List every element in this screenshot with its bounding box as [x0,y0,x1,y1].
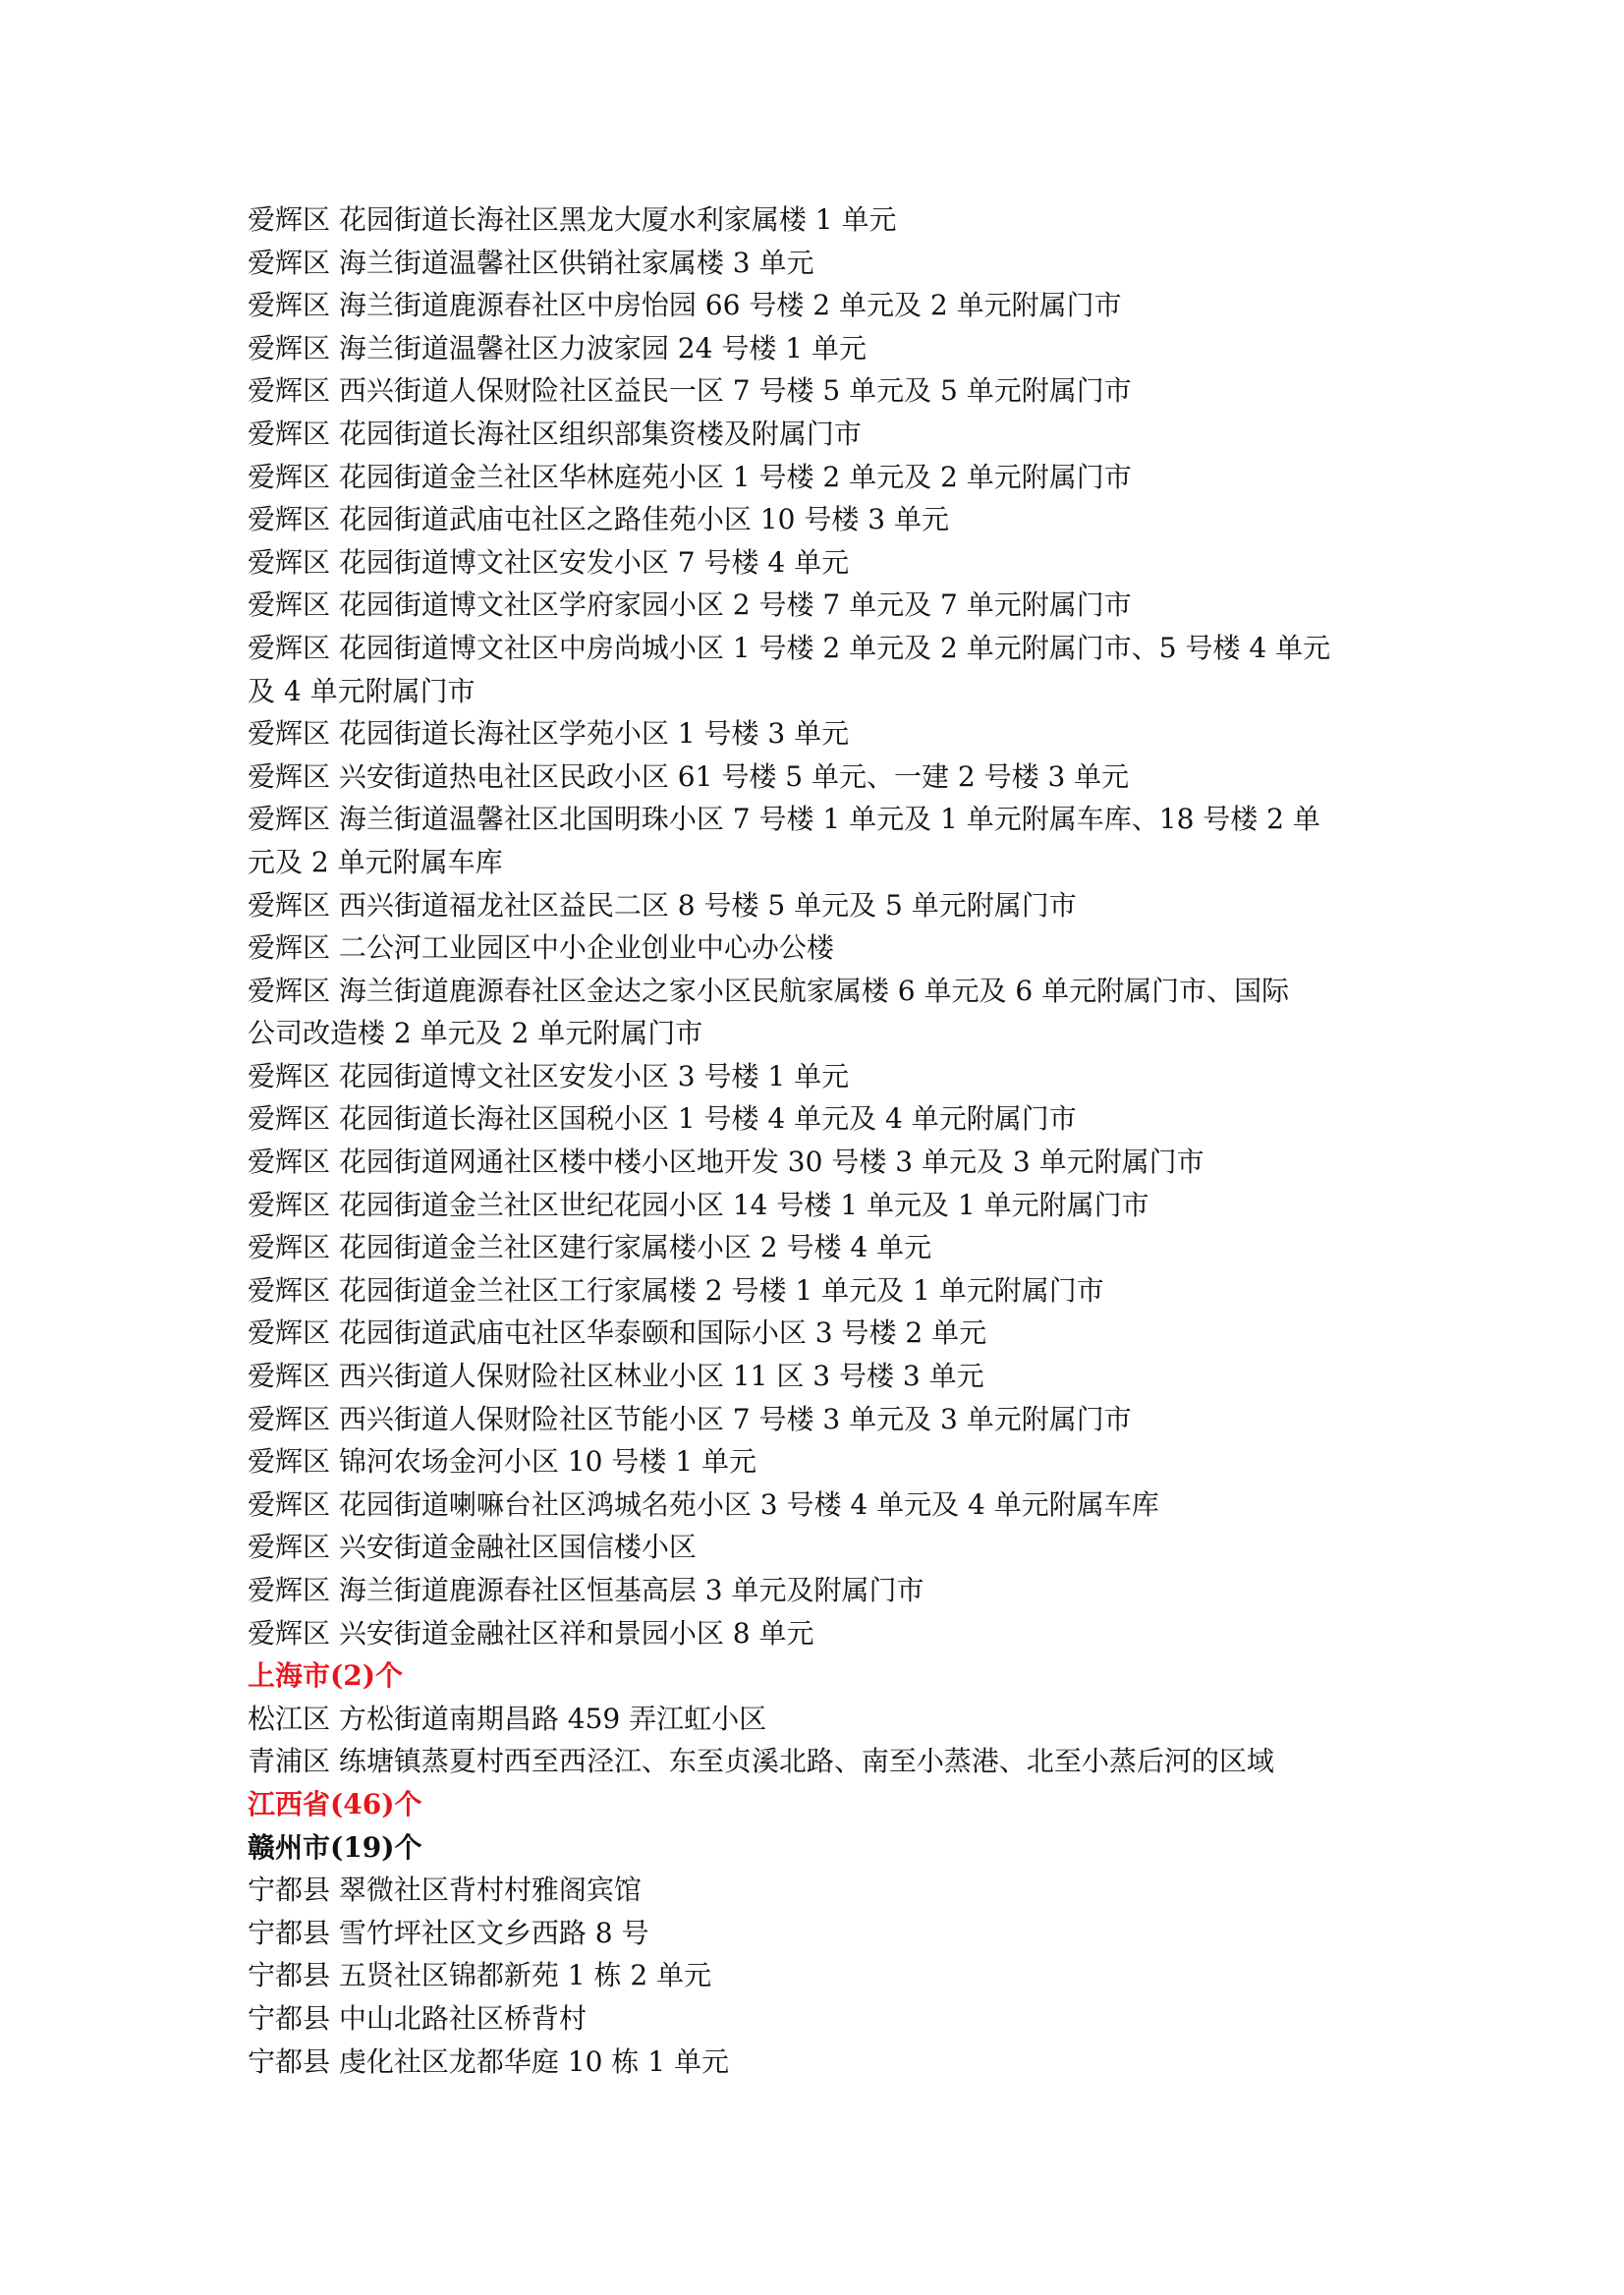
doc-line: 及 4 单元附属门市 [248,674,476,707]
doc-line: 爱辉区 花园街道金兰社区华林庭苑小区 1 号楼 2 单元及 2 单元附属门市 [248,460,1132,493]
doc-line: 爱辉区 海兰街道鹿源春社区中房怡园 66 号楼 2 单元及 2 单元附属门市 [248,289,1122,322]
doc-line: 爱辉区 海兰街道温馨社区供销社家属楼 3 单元 [248,246,814,279]
doc-line: 爱辉区 花园街道喇嘛台社区鸿城名苑小区 3 号楼 4 单元及 4 单元附属车库 [248,1487,1159,1521]
doc-line: 爱辉区 花园街道博文社区学府家园小区 2 号楼 7 单元及 7 单元附属门市 [248,588,1132,622]
doc-line: 爱辉区 二公河工业园区中小企业创业中心办公楼 [248,931,834,965]
doc-line: 爱辉区 兴安街道热电社区民政小区 61 号楼 5 单元、一建 2 号楼 3 单元 [248,759,1130,793]
doc-line: 爱辉区 西兴街道人保财险社区节能小区 7 号楼 3 单元及 3 单元附属门市 [248,1402,1132,1435]
city-heading-ganzhou: 赣州市(19)个 [248,1830,422,1864]
doc-line: 松江区 方松街道南期昌路 459 弄江虹小区 [248,1702,767,1735]
doc-line: 爱辉区 海兰街道温馨社区力波家园 24 号楼 1 单元 [248,331,867,364]
doc-line: 爱辉区 海兰街道鹿源春社区恒基高层 3 单元及附属门市 [248,1574,924,1606]
doc-line: 宁都县 雪竹坪社区文乡西路 8 号 [248,1916,649,1949]
doc-line: 爱辉区 花园街道金兰社区工行家属楼 2 号楼 1 单元及 1 单元附属门市 [248,1273,1104,1307]
doc-line: 公司改造楼 2 单元及 2 单元附属门市 [248,1017,703,1050]
doc-line: 爱辉区 花园街道长海社区学苑小区 1 号楼 3 单元 [248,717,850,751]
doc-line: 爱辉区 花园街道长海社区国税小区 1 号楼 4 单元及 4 单元附属门市 [248,1102,1077,1136]
doc-line: 宁都县 中山北路社区桥背村 [248,2001,587,2035]
doc-line: 爱辉区 锦河农场金河小区 10 号楼 1 单元 [248,1445,756,1479]
doc-line: 爱辉区 花园街道武庙屯社区之路佳苑小区 10 号楼 3 单元 [248,503,949,536]
doc-line: 爱辉区 花园街道长海社区组织部集资楼及附属门市 [248,417,862,450]
doc-line: 爱辉区 海兰街道温馨社区北国明珠小区 7 号楼 1 单元及 1 单元附属车库、18 号楼 2 单 [248,803,1320,836]
province-heading-shanghai: 上海市(2)个 [248,1659,403,1693]
province-heading-jiangxi: 江西省(46)个 [248,1787,422,1820]
document-body [248,198,1387,2083]
doc-line: 元及 2 单元附属车库 [248,845,503,878]
doc-line: 爱辉区 花园街道博文社区安发小区 3 号楼 1 单元 [248,1059,850,1092]
doc-line: 爱辉区 花园街道博文社区安发小区 7 号楼 4 单元 [248,545,850,579]
doc-line: 爱辉区 花园街道金兰社区世纪花园小区 14 号楼 1 单元及 1 单元附属门市 [248,1188,1149,1221]
doc-line: 爱辉区 兴安街道金融社区祥和景园小区 8 单元 [248,1616,814,1650]
doc-line: 爱辉区 花园街道博文社区中房尚城小区 1 号楼 2 单元及 2 单元附属门市、5 号楼 4 单元 [248,631,1331,664]
doc-line: 宁都县 翠微社区背村村雅阁宾馆 [248,1874,642,1907]
doc-line: 爱辉区 兴安街道金融社区国信楼小区 [248,1531,697,1564]
doc-line: 宁都县 五贤社区锦都新苑 1 栋 2 单元 [248,1959,712,1992]
doc-line: 爱辉区 花园街道网通社区楼中楼小区地开发 30 号楼 3 单元及 3 单元附属门市 [248,1146,1204,1179]
doc-line: 爱辉区 花园街道武庙屯社区华泰颐和国际小区 3 号楼 2 单元 [248,1316,987,1350]
doc-line: 爱辉区 花园街道金兰社区建行家属楼小区 2 号楼 4 单元 [248,1231,932,1264]
doc-line: 青浦区 练塘镇蒸夏村西至西泾江、东至贞溪北路、南至小蒸港、北至小蒸后河的区域 [248,1745,1274,1778]
doc-line: 爱辉区 海兰街道鹿源春社区金达之家小区民航家属楼 6 单元及 6 单元附属门市、国际 [248,974,1290,1007]
doc-line: 宁都县 虔化社区龙都华庭 10 栋 1 单元 [248,2044,729,2078]
doc-line: 爱辉区 花园街道长海社区黑龙大厦水利家属楼 1 单元 [248,203,897,236]
doc-line: 爱辉区 西兴街道福龙社区益民二区 8 号楼 5 单元及 5 单元附属门市 [248,888,1077,922]
doc-line: 爱辉区 西兴街道人保财险社区益民一区 7 号楼 5 单元及 5 单元附属门市 [248,374,1132,408]
doc-line: 爱辉区 西兴街道人保财险社区林业小区 11 区 3 号楼 3 单元 [248,1360,984,1393]
